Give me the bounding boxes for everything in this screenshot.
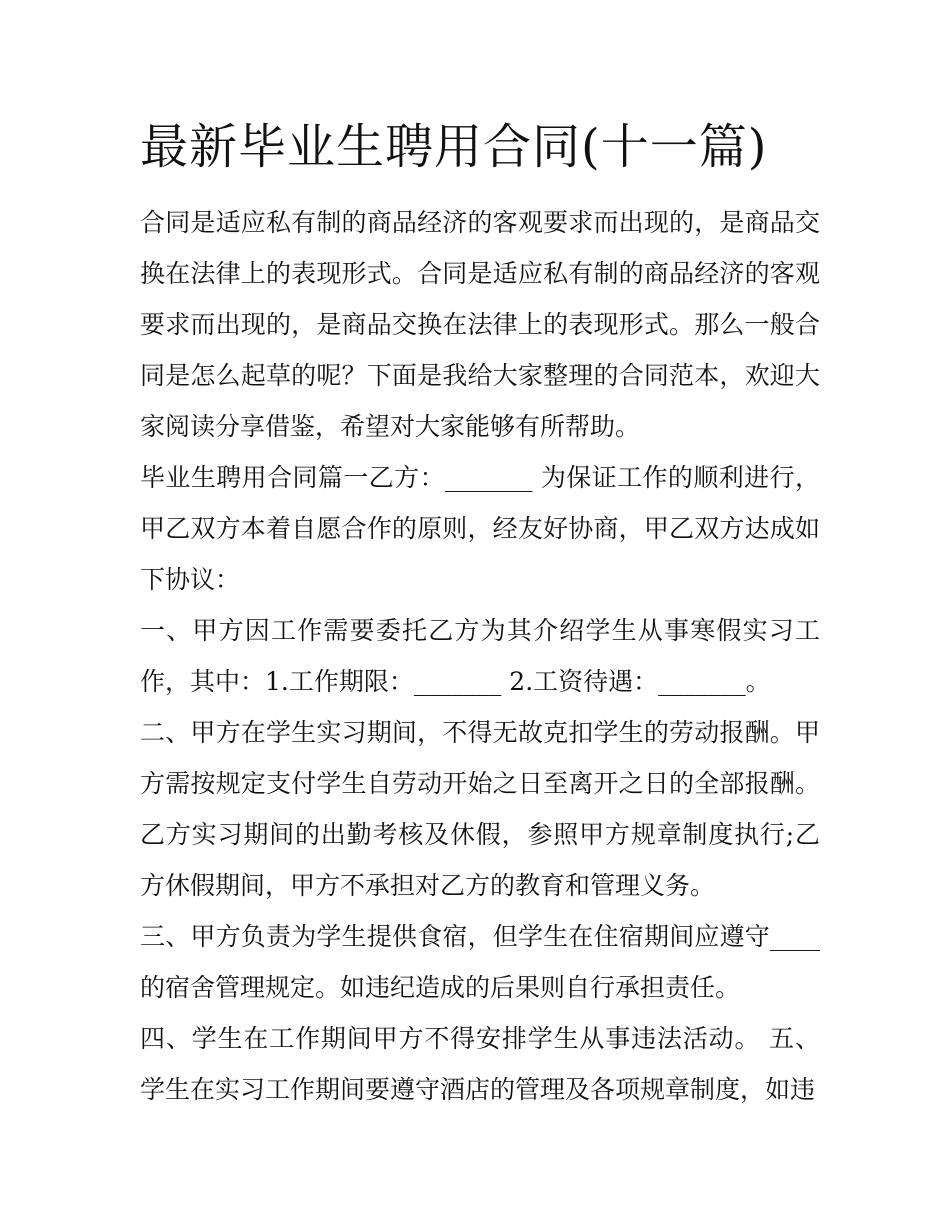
document-body xyxy=(140,197,820,1115)
paragraph-clause-4-5: 四、学生在工作期间甲方不得安排学生从事违法活动。 五、学生在实习工作期间要遵守酒店的管理及各项规章制度，如违 xyxy=(140,1024,820,1104)
document-title: 最新毕业生聘用合同(十一篇) xyxy=(140,119,768,175)
paragraph-clause-2: 二、甲方在学生实习期间，不得无故克扣学生的劳动报酬。甲方需按规定支付学生自劳动开始之日至离开之日的全部报酬。乙方实习期间的出勤考核及休假，参照甲方规章制度执行;乙方休假期间，甲方不承担对乙方的教育和管理义务。 xyxy=(140,718,820,900)
paragraph-contract-preamble: 毕业生聘用合同篇一乙方：_______ 为保证工作的顺利进行，甲乙双方本着自愿合作的原则，经友好协商，甲乙双方达成如下协议： xyxy=(140,463,820,594)
paragraph-intro: 合同是适应私有制的商品经济的客观要求而出现的，是商品交换在法律上的表现形式。合同是适应私有制的商品经济的客观要求而出现的，是商品交换在法律上的表现形式。那么一般合同是怎么起草的呢？下面是我给大家整理的合同范本，欢迎大家阅读分享借鉴，希望对大家能够有所帮助。 xyxy=(140,208,820,441)
paragraph-clause-1: 一、甲方因工作需要委托乙方为其介绍学生从事寒假实习工作，其中：1.工作期限：_______ 2.工资待遇：_______。 xyxy=(140,616,820,696)
paragraph-clause-3: 三、甲方负责为学生提供食宿，但学生在住宿期间应遵守____的宿舍管理规定。如违纪造成的后果则自行承担责任。 xyxy=(140,922,820,1002)
